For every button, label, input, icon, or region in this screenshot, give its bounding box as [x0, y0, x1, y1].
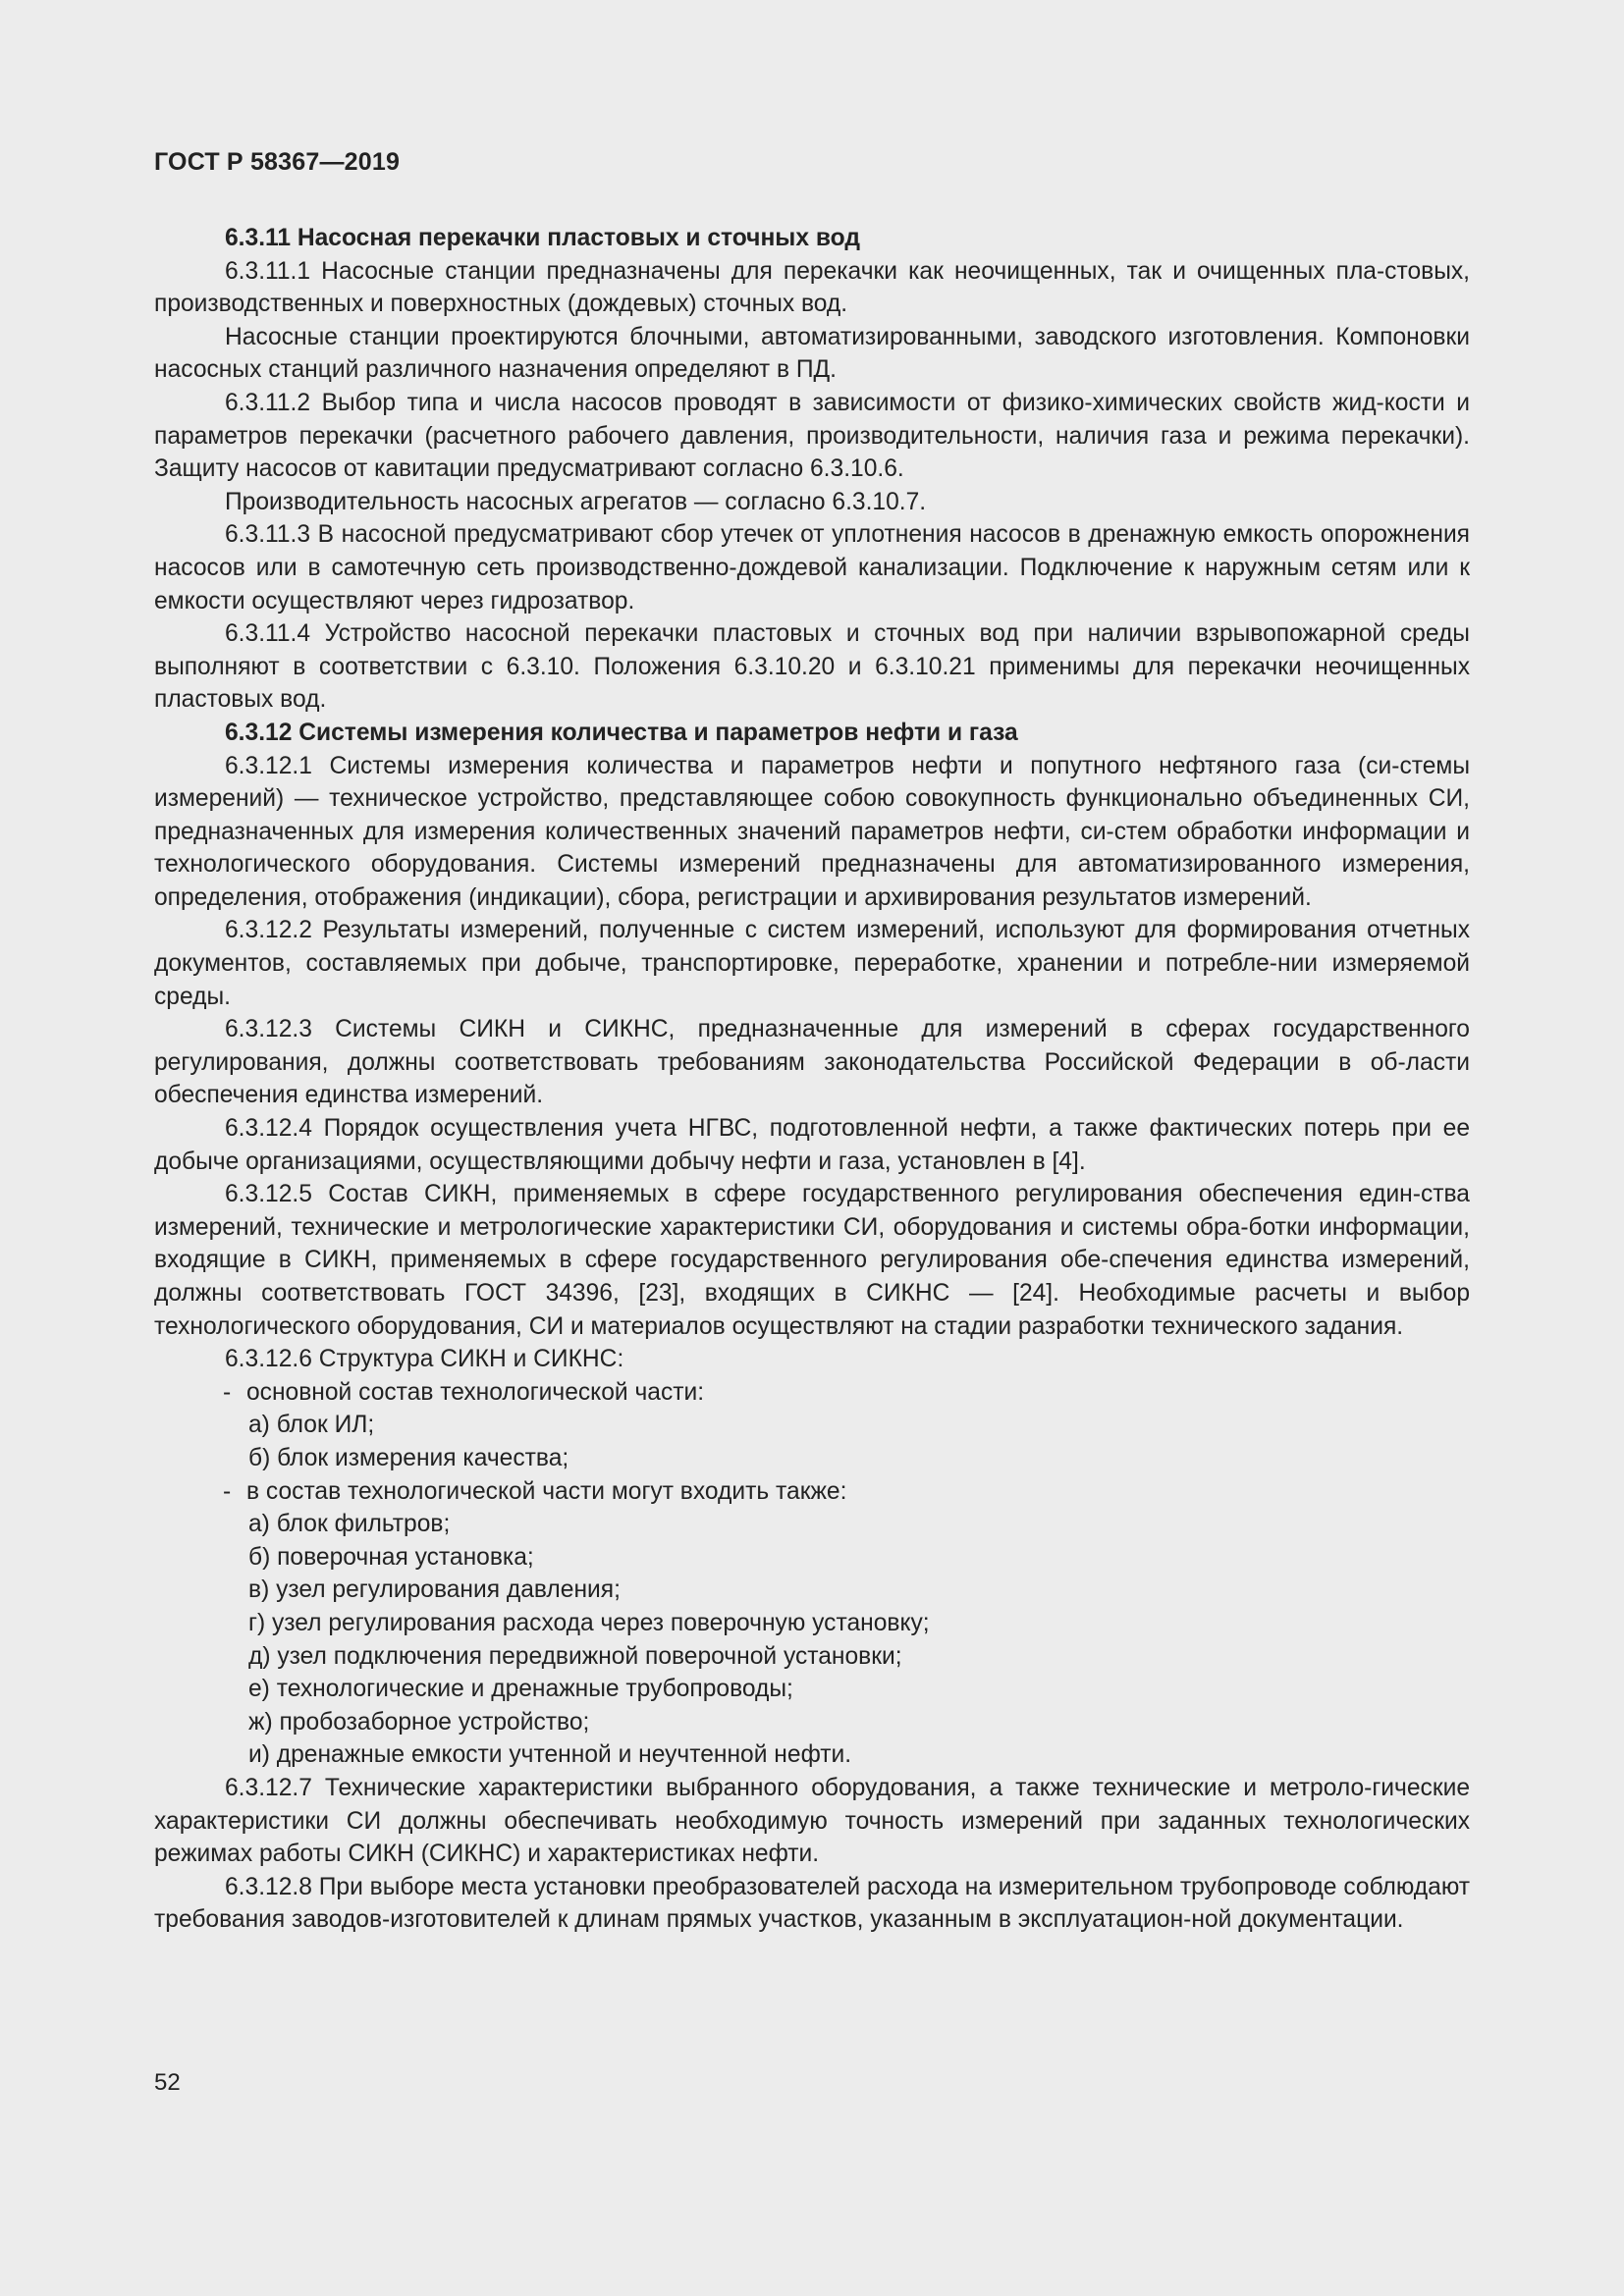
sub-list-item: а) блок ИЛ; [248, 1412, 375, 1439]
paragraph: Производительность насосных агрегатов — согласно 6.3.10.7. [225, 488, 927, 515]
sub-list-item: ж) пробозаборное устройство; [248, 1708, 590, 1735]
dash-marker: - [223, 1477, 232, 1505]
list-item-dash [154, 1475, 1470, 1509]
sub-list-item: и) дренажные емкости учтенной и неучтенной нефти. [248, 1741, 852, 1769]
list-item-dash [154, 1376, 1470, 1410]
paragraph: 6.3.12.3 Системы СИКН и СИКНС, предназначенные для измерений в сферах государственного регулирования, должны соответствовать требованиям законодательства Российской Федерации в об-ласти обеспечения единства измерений. [154, 1016, 1470, 1109]
document-header: ГОСТ Р 58367—2019 [154, 148, 401, 176]
paragraph: 6.3.12.6 Структура СИКН и СИКНС: [225, 1346, 624, 1373]
paragraph: 6.3.12.7 Технические характеристики выбранного оборудования, а также технические и метроло-гические характеристики СИ должны обеспечивать необходимую точность измерений при заданных технологических режимах работы СИКН (СИКНС) и характеристиках нефти. [154, 1774, 1470, 1868]
paragraph: 6.3.12.2 Результаты измерений, полученные с систем измерений, используют для формирования отчетных документов, составляемых при добыче, транспортировке, переработке, хранении и потребле-нии измеряемой среды. [154, 917, 1470, 1010]
sub-list-item: б) блок измерения качества; [248, 1444, 569, 1471]
paragraph: 6.3.12.8 При выборе места установки преобразователей расхода на измерительном трубопроводе соблюдают требования заводов-изготовителей к длинам прямых участков, указанным в эксплуатацион-ной документации. [154, 1873, 1470, 1934]
page-number: 52 [154, 2069, 181, 2096]
paragraph: 6.3.11.1 Насосные станции предназначены для перекачки как неочищенных, так и очищенных пла-стовых, производственных и поверхностных (дождевых) сточных вод. [154, 257, 1470, 318]
sub-list-item: в) узел регулирования давления; [248, 1576, 621, 1604]
list-label: основной состав технологической части: [246, 1378, 705, 1406]
paragraph: 6.3.11.4 Устройство насосной перекачки пластовых и сточных вод при наличии взрывопожарной среды выполняют в соответствии с 6.3.10. Положения 6.3.10.20 и 6.3.10.21 применимы для перекачки неочищенных пластовых вод. [154, 620, 1470, 714]
section-heading: 6.3.11 Насосная перекачки пластовых и сточных вод [225, 225, 860, 251]
list-label: в состав технологической части могут входить также: [246, 1477, 847, 1505]
sub-list-item: а) блок фильтров; [248, 1511, 451, 1538]
dash-marker: - [223, 1378, 232, 1406]
paragraph: 6.3.12.5 Состав СИКН, применяемых в сфере государственного регулирования обеспечения един-ства измерений, технические и метрологические характеристики СИ, оборудования и системы обра-ботки информации, входящие в СИКН, применяемых в сфере государственного регулирования обе-спечения единства измерений, должны соответствовать ГОСТ 34396, [23], входящих в СИКНС — [24]. Необходимые расчеты и выбор технологического оборудования, СИ и материалов осуществляют на стадии разработки технического задания. [154, 1181, 1470, 1340]
section-heading: 6.3.12 Системы измерения количества и параметров нефти и газа [225, 719, 1018, 746]
sub-list-item: е) технологические и дренажные трубопроводы; [248, 1676, 793, 1703]
paragraph: 6.3.12.4 Порядок осуществления учета НГВС, подготовленной нефти, а также фактических потерь при ее добыче организациями, осуществляющими добычу нефти и газа, установлен в [4]. [154, 1115, 1470, 1175]
sub-list-item: д) узел подключения передвижной поверочной установки; [248, 1642, 902, 1670]
paragraph: 6.3.12.1 Системы измерения количества и параметров нефти и попутного нефтяного газа (си-стемы измерений) — техническое устройство, представляющее собою совокупность функционально объединенных СИ, предназначенных для измерения количественных значений параметров нефти, си-стем обработки информации и технологического оборудования. Системы измерений предназначены для автоматизированного измерения, определения, отображения (индикации), сбора, регистрации и архивирования результатов измерений. [154, 752, 1470, 911]
sub-list-item: б) поверочная установка; [248, 1543, 534, 1571]
paragraph: 6.3.11.2 Выбор типа и числа насосов проводят в зависимости от физико-химических свойств жид-кости и параметров перекачки (расчетного рабочего давления, производительности, наличия газа и режима перекачки). Защиту насосов от кавитации предусматривают согласно 6.3.10.6. [154, 389, 1470, 483]
paragraph: 6.3.11.3 В насосной предусматривают сбор утечек от уплотнения насосов в дренажную емкость опорожнения насосов или в самотечную сеть производственно-дождевой канализации. Подключение к наружным сетям или к емкости осуществляют через гидрозатвор. [154, 521, 1470, 614]
paragraph: Насосные станции проектируются блочными, автоматизированными, заводского изготовления. Компоновки насосных станций различного назначения определяют в ПД. [154, 323, 1470, 384]
document-body [154, 222, 1470, 1937]
sub-list-item: г) узел регулирования расхода через поверочную установку; [248, 1609, 930, 1636]
